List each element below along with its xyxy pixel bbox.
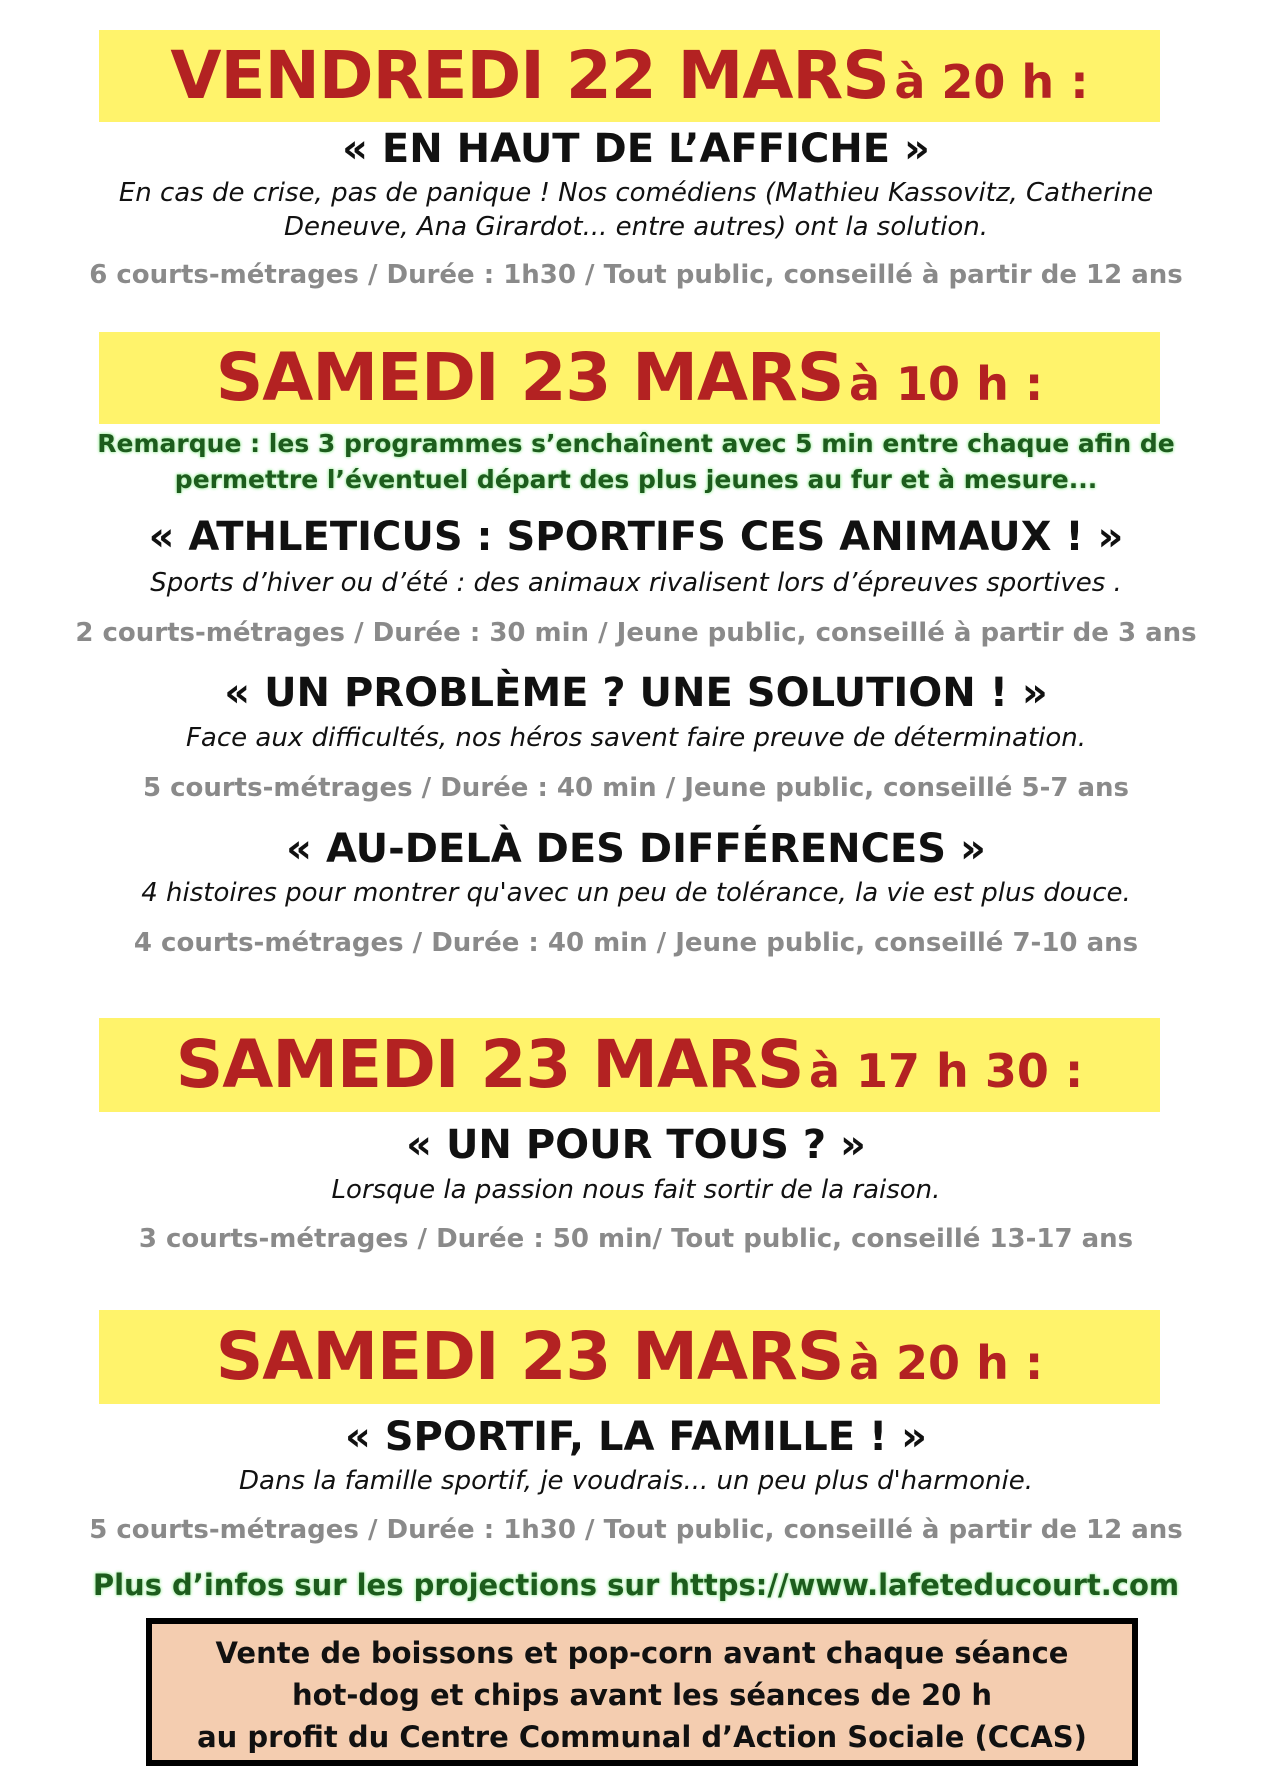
film-description-line: Dans la famille sportif, je voudrais... un peu plus d'harmonie.	[239, 1466, 1033, 1496]
session-banner-saturday-morning	[99, 332, 1160, 424]
session-day: SAMEDI 23 MARS	[175, 1026, 804, 1103]
session-time: à 20 h :	[894, 55, 1089, 109]
session-banner-friday	[99, 30, 1160, 122]
session-banner-saturday-afternoon	[99, 1018, 1160, 1112]
film-description-line: Lorsque la passion nous fait sortir de la raison.	[331, 1175, 941, 1205]
film-description	[0, 1173, 1272, 1207]
session-banner-saturday-evening	[99, 1310, 1160, 1404]
film-meta: 2 courts-métrages / Durée : 30 min / Jeune public, conseillé à partir de 3 ans	[75, 618, 1197, 648]
film-meta: 5 courts-métrages / Durée : 40 min / Jeune public, conseillé 5-7 ans	[142, 773, 1130, 803]
more-info-link-line: Plus d’infos sur les projections sur https://www.lafeteducourt.com	[92, 1568, 1180, 1602]
film-meta: 4 courts-métrages / Durée : 40 min / Jeune public, conseillé 7-10 ans	[133, 928, 1139, 958]
film-description-line: Deneuve, Ana Girardot... entre autres) ont la solution.	[283, 212, 989, 242]
film-description-line: En cas de crise, pas de panique ! Nos comédiens (Mathieu Kassovitz, Catherine	[118, 178, 1154, 208]
film-meta: 5 courts-métrages / Durée : 1h30 / Tout public, conseillé à partir de 12 ans	[89, 1515, 1183, 1545]
film-description-line: 4 histoires pour montrer qu'avec un peu de tolérance, la vie est plus douce.	[141, 878, 1131, 908]
film-description	[0, 566, 1272, 600]
film-description	[0, 1464, 1272, 1498]
session-day: VENDREDI 22 MARS	[170, 37, 889, 114]
refreshments-notice-box	[146, 1618, 1138, 1766]
session-remark-line: permettre l’éventuel départ des plus jeunes au fur et à mesure...	[174, 465, 1098, 494]
film-meta: 6 courts-métrages / Durée : 1h30 / Tout public, conseillé à partir de 12 ans	[89, 260, 1183, 290]
film-description-line: Sports d’hiver ou d’été : des animaux rivalisent lors d’épreuves sportives .	[150, 568, 1122, 598]
film-title: « ATHLETICUS : SPORTIFS CES ANIMAUX ! »	[148, 514, 1124, 560]
session-remark	[0, 426, 1272, 498]
film-title: « UN PROBLÈME ? UNE SOLUTION ! »	[224, 670, 1048, 716]
session-time: à 10 h :	[848, 357, 1044, 411]
session-time: à 17 h 30 :	[808, 1044, 1084, 1098]
session-day: SAMEDI 23 MARS	[215, 339, 844, 416]
session-time: à 20 h :	[848, 1336, 1044, 1390]
notice-line: au profit du Centre Communal d’Action Sociale (CCAS)	[197, 1720, 1087, 1754]
film-title: « AU-DELÀ DES DIFFÉRENCES »	[286, 826, 986, 872]
session-day: SAMEDI 23 MARS	[215, 1318, 844, 1395]
film-description-line: Face aux difficultés, nos héros savent faire preuve de détermination.	[185, 723, 1087, 753]
notice-line: hot-dog et chips avant les séances de 20 h	[291, 1678, 993, 1712]
film-title: « UN POUR TOUS ? »	[406, 1122, 866, 1168]
session-remark-line: Remarque : les 3 programmes s’enchaînent avec 5 min entre chaque afin de	[97, 429, 1175, 458]
film-title: « EN HAUT DE L’AFFICHE »	[342, 126, 930, 172]
notice-line: Vente de boissons et pop-corn avant chaque séance	[215, 1636, 1069, 1670]
film-description	[0, 176, 1272, 244]
film-description	[0, 721, 1272, 755]
film-description	[0, 876, 1272, 910]
film-title: « SPORTIF, LA FAMILLE ! »	[344, 1414, 928, 1460]
film-meta: 3 courts-métrages / Durée : 50 min/ Tout public, conseillé 13-17 ans	[138, 1224, 1134, 1254]
